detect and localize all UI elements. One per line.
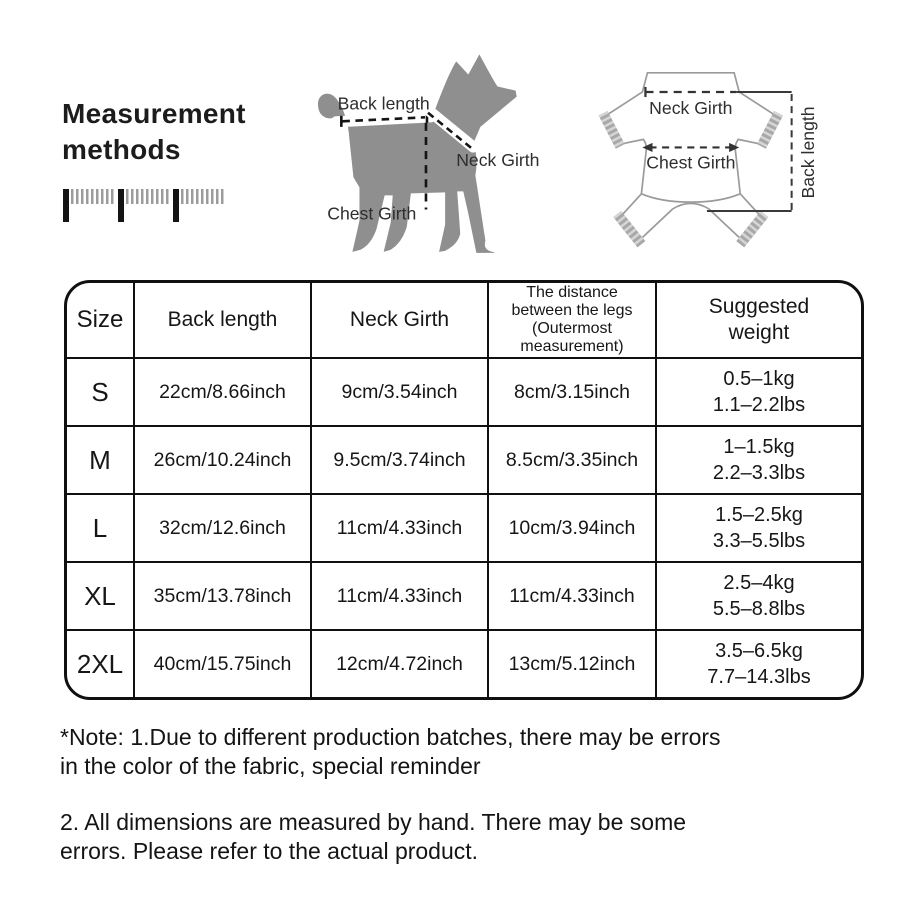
table-row-l-size: L [67,493,133,561]
header-suggested-weight-line2: weight [728,321,790,344]
table-row-s-weight-lbs: 1.1–2.2lbs [712,394,806,416]
note-1-line2: in the color of the fabric, special reminder [60,753,481,780]
garment-back-length-label: Back length [797,106,818,199]
table-row-m-distance: 8.5cm/3.35inch [487,425,655,493]
table-row-2xl-weight-lbs: 7.7–14.3lbs [707,666,811,688]
table-row-l-back-length: 32cm/12.6inch [133,493,310,561]
table-row-xl-weight-lbs: 5.5–8.8lbs [712,598,806,620]
table-row-m-weight-kg: 1–1.5kg [723,436,795,458]
note-1-line1: *Note: 1.Due to different production batches, there may be errors [60,724,721,750]
size-table [64,280,864,700]
table-row-l-weight [655,493,861,561]
table-row-l-weight-lbs: 3.3–5.5lbs [712,530,806,552]
table-row-2xl-neck-girth: 12cm/4.72inch [310,629,487,697]
garment-measurement-diagram [593,46,835,264]
header-leg-distance-line3: (Outermost [531,320,612,337]
ruler-tall-tick [63,189,69,222]
table-row-s-weight [655,357,861,425]
page-title-line1: Measurement [62,98,246,129]
table-row-xl-size: XL [67,561,133,629]
header-back-length: Back length [133,283,310,357]
page-title [62,96,246,169]
table-row-2xl-weight-kg: 3.5–6.5kg [715,640,803,662]
table-row-2xl-size: 2XL [67,629,133,697]
table-row-m-size: M [67,425,133,493]
table-row-s-size: S [67,357,133,425]
table-row-m-back-length: 26cm/10.24inch [133,425,310,493]
dog-chest-girth-label: Chest Girth [327,203,417,224]
table-row-xl-neck-girth: 11cm/4.33inch [310,561,487,629]
table-row-xl-back-length: 35cm/13.78inch [133,561,310,629]
dog-neck-girth-label: Neck Girth [456,150,540,171]
table-row-2xl-distance: 13cm/5.12inch [487,629,655,697]
ruler-small-ticks [126,189,171,204]
garment-neck-girth-label: Neck Girth [649,98,733,119]
dog-back-length-label: Back length [337,93,430,114]
table-row-xl-weight-kg: 2.5–4kg [723,572,795,594]
ruler-small-ticks [181,189,226,204]
header-leg-distance-line4: measurement) [520,338,624,356]
garment-chest-girth-label: Chest Girth [646,152,736,173]
table-row-2xl-weight [655,629,861,697]
dog-measurement-diagram [298,28,560,260]
ruler-icon [63,189,228,222]
table-row-m-weight-lbs: 2.2–3.3lbs [712,462,806,484]
table-row-m-neck-girth: 9.5cm/3.74inch [310,425,487,493]
table-row-m-weight [655,425,861,493]
ruler-small-ticks [71,189,116,204]
page-title-line2: methods [62,134,181,166]
ruler-tall-tick [173,189,179,222]
ruler-tall-tick [118,189,124,222]
header-size: Size [76,306,124,333]
note-2 [60,808,888,867]
header-leg-distance-line2: between the legs [511,301,633,319]
table-row-l-weight-kg: 1.5–2.5kg [715,504,803,526]
note-2-line2: errors. Please refer to the actual product. [60,838,479,865]
table-row-l-neck-girth: 11cm/4.33inch [310,493,487,561]
table-row-xl-weight [655,561,861,629]
note-2-line1: 2. All dimensions are measured by hand. There may be some [60,808,687,835]
header-neck-girth: Neck Girth [310,283,487,357]
table-row-s-neck-girth: 9cm/3.54inch [310,357,487,425]
note-1 [60,723,888,782]
table-row-l-distance: 10cm/3.94inch [487,493,655,561]
header-leg-distance-line1: The distance [526,283,618,301]
footnotes [60,723,888,867]
table-row-2xl-back-length: 40cm/15.75inch [133,629,310,697]
header-suggested-weight-line1: Suggested [708,294,810,318]
table-row-xl-distance: 11cm/4.33inch [487,561,655,629]
table-row-s-weight-kg: 0.5–1kg [723,368,795,390]
table-row-s-distance: 8cm/3.15inch [487,357,655,425]
header-suggested-weight [655,283,861,357]
table-row-s-back-length: 22cm/8.66inch [133,357,310,425]
header-leg-distance [487,283,655,357]
